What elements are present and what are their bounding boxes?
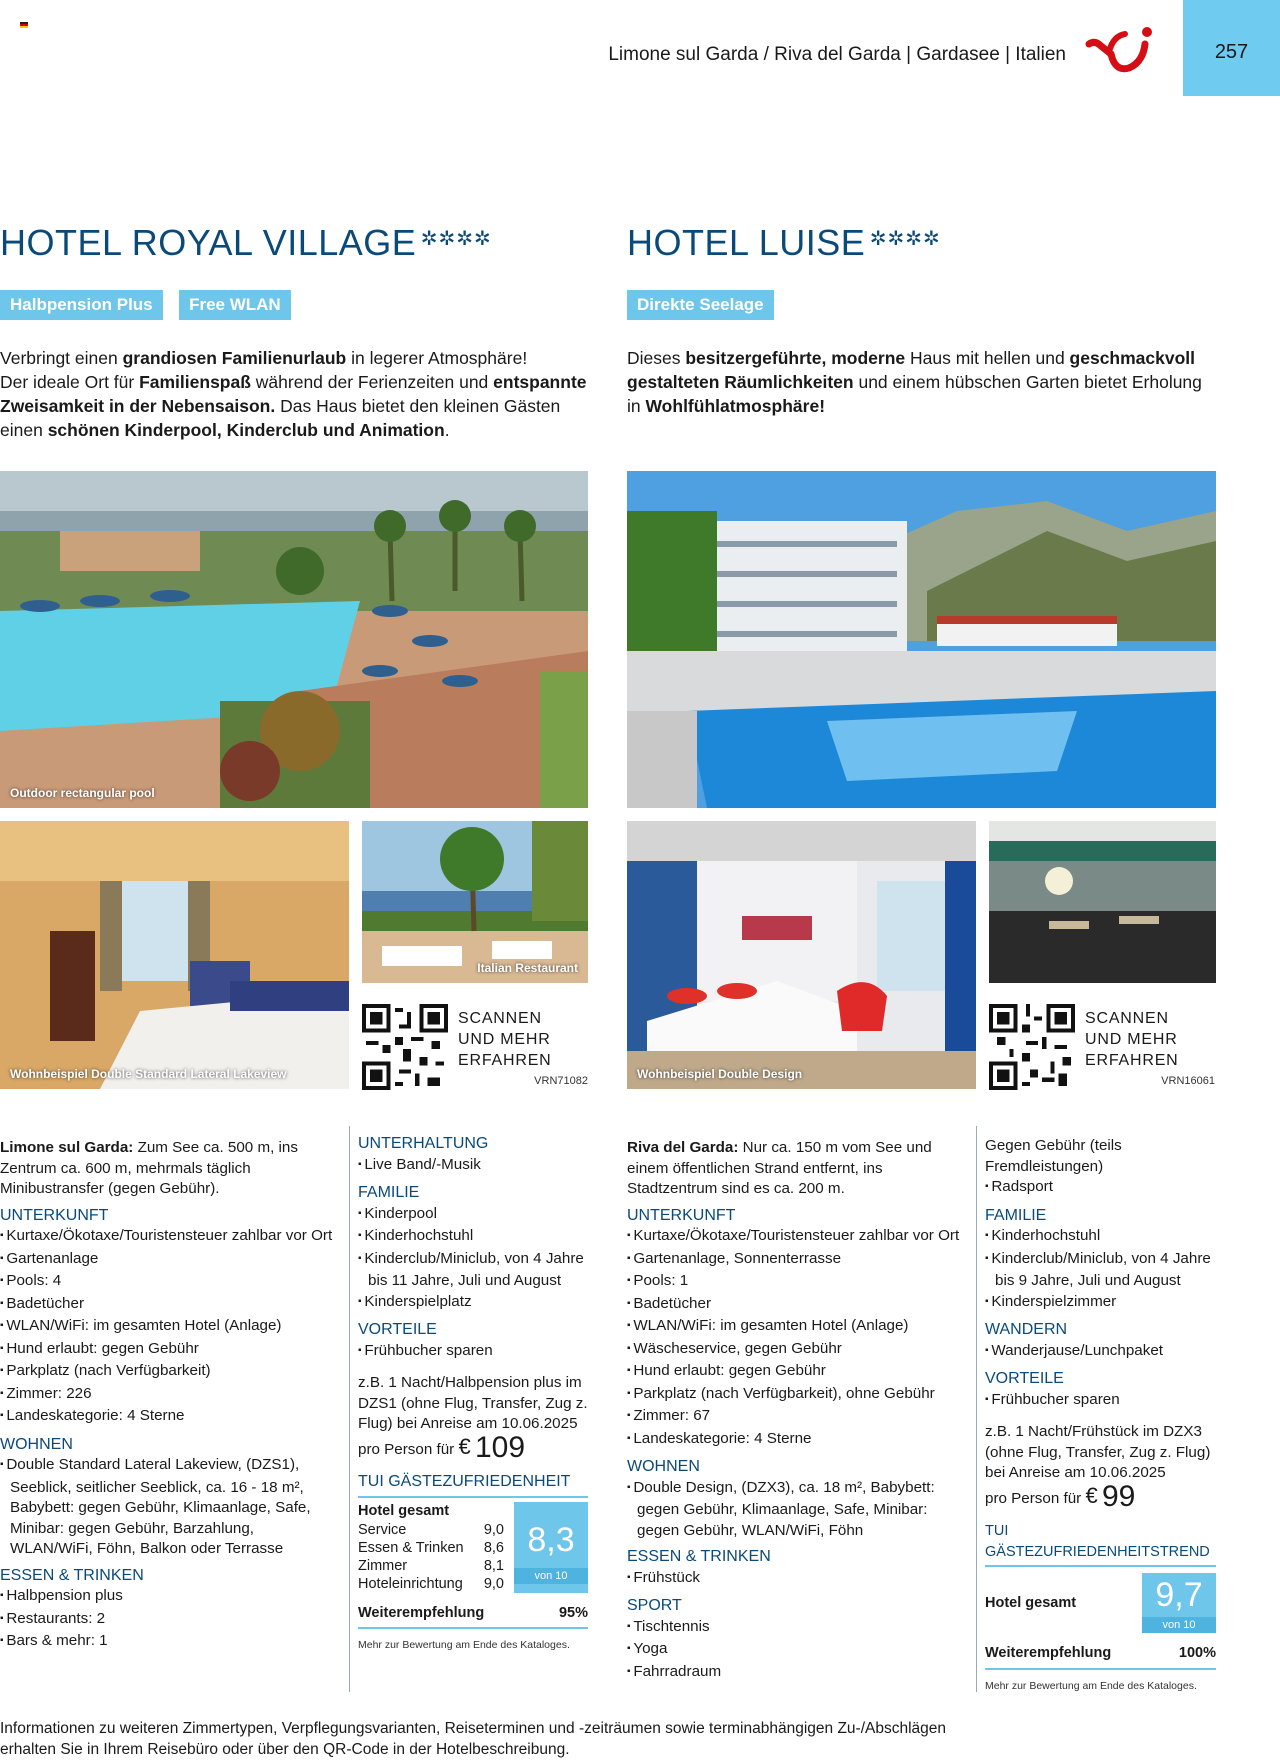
hotel2-unterkunft-heading: UNTERKUNFT [627, 1206, 736, 1224]
hotel1-unterkunft-list [0, 1226, 340, 1429]
hotel1-price-text: z.B. 1 Nacht/Halbpension plus im DZS1 (ohne Flug, Transfer, Zug z. Flug) bei Anreise am 10.06.2025 [358, 1374, 588, 1432]
list-item: ▪ Landeskategorie: 4 Sterne [0, 1406, 340, 1429]
hotel2-stars-icon: ✲✲✲✲ [869, 228, 941, 250]
hotel1-vrn: VRN71082 [534, 1075, 588, 1087]
hotel1-familie-heading: FAMILIE [358, 1184, 420, 1201]
caption-room-h1: Wohnbeispiel Double Standard Lateral Lakeview [10, 1067, 287, 1081]
hotel1-mehr-note: Mehr zur Bewertung am Ende des Kataloges. [358, 1639, 570, 1651]
list-item: ▪ Yoga [627, 1639, 967, 1662]
column-divider [349, 1126, 350, 1692]
hotel2-wohnen-heading: WOHNEN [627, 1458, 700, 1475]
hotel2-title: HOTEL LUISE [627, 222, 866, 263]
list-item: ▪ Live Band/-Musik [358, 1155, 588, 1178]
flag-icon [20, 22, 28, 28]
hotel1-wohnen-list [0, 1455, 340, 1560]
hotel1-qr-code[interactable] [362, 1004, 448, 1090]
hotel1-intro: Verbringt einen grandiosen Familienurlaub in legerer Atmosphäre! Der ideale Ort für Familienspaß während der Ferienzeiten und entspannte Zweisamkeit in der Nebensaison. Das Haus bietet den kleinen Gästen einen schönen Kinderpool, Kinderclub und Animation. [0, 348, 587, 440]
list-item: ▪ Frühstück [627, 1568, 967, 1591]
hotel1-details-right [358, 1134, 588, 1656]
list-item: ▪ Hund erlaubt: gegen Gebühr [0, 1339, 340, 1362]
hotel2-location: Riva del Garda: Nur ca. 150 m vom See und einem öffentlichen Strand entfernt, ins Stadtzentrum sind es ca. 200 m. [627, 1139, 932, 1197]
list-item: ▪ Restaurants: 2 [0, 1609, 340, 1632]
hotel1-rating: Hotel gesamt Service 9,0 Essen & Trinken 8,6 Zimmer 8,1 Hoteleinrichtung 9,0 8,3 von 10 [358, 1502, 588, 1593]
hotel2-scan-text: SCANNEN UND MEHR ERFAHREN [1085, 1010, 1179, 1069]
hotel2-title-row [627, 222, 941, 264]
hotel2-rating-heading: TUI GÄSTEZUFRIEDENHEITSTREND [985, 1521, 1216, 1567]
list-item: ▪ Fahrradraum [627, 1662, 967, 1685]
hotel1-unterkunft-heading: UNTERKUNFT [0, 1206, 109, 1224]
rating-row: Service 9,0 [358, 1521, 504, 1538]
hotel2-price: pro Person für € 99 [985, 1479, 1136, 1513]
list-item: ▪ Kinderclub/Miniclub, von 4 Jahre bis 11 Jahre, Juli und August [358, 1249, 588, 1292]
list-item: ▪ Gartenanlage, Sonnenterrasse [627, 1249, 967, 1272]
hotel1-title: HOTEL ROYAL VILLAGE [0, 222, 417, 263]
badge-free-wlan: Free WLAN [179, 290, 291, 320]
hotel1-pool-photo [0, 471, 588, 808]
breadcrumb: Limone sul Garda / Riva del Garda | Gardasee | Italien [608, 44, 1066, 65]
list-item: ▪ Kinderhochstuhl [358, 1226, 588, 1249]
hotel1-essen-list [0, 1586, 340, 1654]
hotel2-weiterempfehlung: Weiterempfehlung 100% [985, 1643, 1216, 1670]
hotel1-rating-total: 8,3 von 10 [514, 1502, 588, 1593]
hotel2-vorteile-heading: VORTEILE [985, 1370, 1064, 1387]
hotel1-weiterempfehlung: Weiterempfehlung 95% [358, 1603, 588, 1630]
caption-outdoor-pool: Outdoor rectangular pool [10, 786, 155, 800]
list-item: ▪ Gartenanlage [0, 1249, 340, 1272]
hotel1-price-value: 109 [474, 1430, 526, 1464]
hotel2-restaurant-photo [989, 821, 1216, 983]
list-item: ▪ Frühbucher sparen [358, 1341, 588, 1364]
list-item: ▪ Tischtennis [627, 1617, 967, 1640]
list-item: ▪ WLAN/WiFi: im gesamten Hotel (Anlage) [627, 1316, 967, 1339]
badge-halbpension: Halbpension Plus [0, 290, 163, 320]
hotel2-intro: Dieses besitzergeführte, moderne Haus mit hellen und geschmackvoll gestalteten Räumlichkeiten und einem hübschen Garten bietet Erholung in Wohlfühlatmosphäre! [627, 348, 1202, 416]
hotel1-location: Limone sul Garda: Zum See ca. 500 m, ins Zentrum ca. 600 m, mehrmals täglich Minibustransfer (gegen Gebühr). [0, 1139, 298, 1197]
hotel2-sport-heading: SPORT [627, 1597, 682, 1614]
hotel2-price-value: 99 [1101, 1479, 1136, 1513]
list-item: ▪ Kurtaxe/Ökotaxe/Touristensteuer zahlbar vor Ort [627, 1226, 967, 1249]
hotel1-price: pro Person für € 109 [358, 1430, 526, 1464]
hotel1-vorteile-heading: VORTEILE [358, 1321, 437, 1338]
hotel1-room-photo [0, 821, 349, 1089]
caption-italian-restaurant: Italian Restaurant [477, 961, 578, 975]
list-item: ▪ Radsport [985, 1177, 1216, 1200]
hotel1-scan-text: SCANNEN UND MEHR ERFAHREN [458, 1010, 552, 1069]
list-item: ▪ Halbpension plus [0, 1586, 340, 1609]
rating-row: Essen & Trinken 8,6 [358, 1539, 504, 1556]
hotel1-badges [0, 290, 291, 320]
hotel1-restaurant-photo [362, 821, 588, 983]
hotel2-qr-code[interactable] [989, 1004, 1075, 1090]
list-item: ▪ Wanderjause/Lunchpaket [985, 1341, 1216, 1364]
hotel2-gegen-text: Gegen Gebühr (teils Fremdleistungen) [985, 1137, 1122, 1175]
hotel1-wohnen-heading: WOHNEN [0, 1435, 73, 1453]
list-item: ▪ Pools: 1 [627, 1271, 967, 1294]
column-divider [976, 1126, 977, 1692]
hotel2-details-left [627, 1138, 967, 1684]
hotel2-badges [627, 290, 774, 320]
hotel1-rating-heading: TUI GÄSTEZUFRIEDENHEIT [358, 1472, 588, 1498]
list-item: ▪ Frühbucher sparen [985, 1390, 1216, 1413]
tui-logo-icon [1085, 24, 1157, 80]
footer-note: Informationen zu weiteren Zimmertypen, Verpflegungsvarianten, Reiseterminen und -zeiträumen sowie terminabhängigen Zu-/Abschlägen erhalten Sie in Ihrem Reisebüro oder über den QR-Code in der Hotelbeschreibung. [0, 1720, 947, 1758]
list-item: ▪ Parkplatz (nach Verfügbarkeit), ohne Gebühr [627, 1384, 967, 1407]
hotel1-essen-heading: ESSEN & TRINKEN [0, 1566, 144, 1584]
page-number: 257 [1183, 0, 1280, 96]
hotel1-unterhaltung-heading: UNTERHALTUNG [358, 1135, 489, 1152]
hotel2-familie-heading: FAMILIE [985, 1206, 1047, 1224]
list-item: ▪ Kurtaxe/Ökotaxe/Touristensteuer zahlbar vor Ort [0, 1226, 340, 1249]
hotel1-details-left [0, 1138, 340, 1654]
list-item: ▪ Pools: 4 [0, 1271, 340, 1294]
hotel2-unterkunft-list [627, 1226, 967, 1451]
hotel1-stars-icon: ✲✲✲✲ [420, 228, 492, 250]
list-item: ▪ Kinderhochstuhl [985, 1226, 1216, 1249]
hotel2-rating: Hotel gesamt 9,7 von 10 [985, 1573, 1216, 1633]
list-item: ▪ Zimmer: 226 [0, 1384, 340, 1407]
hotel2-price-text: z.B. 1 Nacht/Frühstück im DZX3 (ohne Flug, Transfer, Zug z. Flug) bei Anreise am 10.06.2025 [985, 1423, 1211, 1481]
hotel2-vrn: VRN16061 [1161, 1075, 1215, 1087]
list-item: ▪ Parkplatz (nach Verfügbarkeit) [0, 1361, 340, 1384]
list-item: ▪ Bars & mehr: 1 [0, 1631, 340, 1654]
hotel2-rating-total: 9,7 von 10 [1142, 1573, 1216, 1633]
hotel2-mehr-note: Mehr zur Bewertung am Ende des Kataloges. [985, 1679, 1197, 1692]
list-item: ▪ Kinderspielzimmer [985, 1292, 1216, 1315]
hotel2-pool-photo [627, 471, 1216, 808]
list-item: ▪ Badetücher [627, 1294, 967, 1317]
list-item: ▪ Kinderclub/Miniclub, von 4 Jahre bis 9 Jahre, Juli und August [985, 1249, 1216, 1292]
list-item: ▪ Hund erlaubt: gegen Gebühr [627, 1361, 967, 1384]
badge-direkte-seelage: Direkte Seelage [627, 290, 774, 320]
hotel2-wandern-heading: WANDERN [985, 1321, 1068, 1338]
rating-row: Zimmer 8,1 [358, 1557, 504, 1574]
list-item: ▪ Kinderpool [358, 1204, 588, 1227]
rating-row: Hoteleinrichtung 9,0 [358, 1575, 504, 1592]
list-item: ▪ Wäscheservice, gegen Gebühr [627, 1339, 967, 1362]
hotel2-room-photo [627, 821, 976, 1089]
list-item: ▪ Zimmer: 67 [627, 1406, 967, 1429]
list-item: ▪ WLAN/WiFi: im gesamten Hotel (Anlage) [0, 1316, 340, 1339]
list-item: ▪ Landeskategorie: 4 Sterne [627, 1429, 967, 1452]
list-item: ▪ Kinderspielplatz [358, 1292, 588, 1315]
caption-room-h2: Wohnbeispiel Double Design [637, 1067, 803, 1081]
hotel2-details-right [985, 1136, 1216, 1696]
hotel1-title-row [0, 222, 492, 264]
list-item: ▪ Badetücher [0, 1294, 340, 1317]
list-item: ▪ Double Standard Lateral Lakeview, (DZS1), Seeblick, seitlicher Seeblick, ca. 16 - 18 m², Babybett: gegen Gebühr, Klimaanlage, Safe, Minibar: gegen Gebühr, Barzahlung, WLAN/WiFi, Föhn, Balkon oder Terrasse [0, 1455, 340, 1560]
hotel2-essen-heading: ESSEN & TRINKEN [627, 1548, 771, 1565]
list-item: ▪ Double Design, (DZX3), ca. 18 m², Babybett: gegen Gebühr, Klimaanlage, Safe, Minibar: gegen Gebühr, WLAN/WiFi, Föhn [627, 1478, 967, 1542]
